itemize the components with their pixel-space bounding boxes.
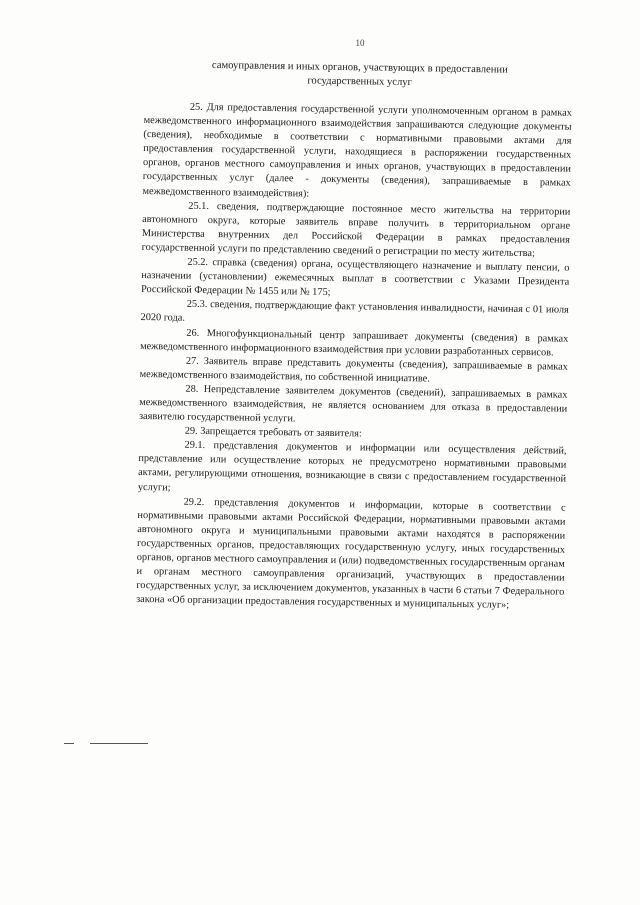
document-body [136,100,572,614]
heading-line-1: самоуправления и иных органов, участвующих в предоставлении [211,59,508,76]
paragraph-29: 29. Запрещается требовать от заявителя: [184,425,362,440]
paragraph-25-1: 25.1. сведения, подтверждающие постоянное место жительства на территории автономного округа, которые заявитель вправе получить в территориальном органе Министерства внутренних дел Российской Федерации в рамках предоставления государственной услуги по представлению сведений о регистрации по месту жительства; [141,200,571,260]
paragraph-25-2: 25.2. справка (сведения) органа, осуществляющего назначение и выплату пенсии, о назначении (установлении) ежемесячных выплат в соответствии с Указами Президента Российской Федерации № 1455 или № 175; [140,256,570,299]
scan-artifact-line [64,743,74,744]
paragraph-27: 27. Заявитель вправе представить документы (сведения), запрашиваемые в рамках межведомственного взаимодействия, по собственной инициативе. [139,355,568,385]
paragraph-26: 26. Многофункциональный центр запрашивает документы (сведения) в рамках межведомственного информационного взаимодействия при условии разработанных сервисов. [140,327,569,359]
paragraph-28: 28. Непредставление заявителем документов (сведений), запрашиваемых в рамках межведомственного взаимодействия, не является основанием для отказа в предоставлении заявителю государственной услуги. [138,383,568,425]
page-number: 10 [355,38,365,48]
paragraph-29-1: 29.1. представления документов и информации или осуществления действий, представление или осуществление которых не предусмотрено нормативными правовыми актами, регулирующими отношения, возникающие в связи с предоставлением государственной услуги; [137,439,567,493]
paragraph-25-3: 25.3. сведения, подтверждающие факт установления инвалидности, начиная с 01 июля 2020 года. [140,299,569,325]
paragraph-25: 25. Для предоставления государственной услуги уполномоченным органом в рамках межведомственного информационного взаимодействия запрашиваются следующие документы (сведения), необходимые в соответствии с нормативными правовыми актами для предоставления государственной услуги, находящиеся в распоряжении государственных органов, органов местного самоуправления и иных органов, участвующих в предоставлении государственных услуг (далее - документы (сведения), запрашиваемые в рамках межведомственного взаимодействия): [142,101,572,200]
paragraph-29-2: 29.2. представления документов и информации, которые в соответствии с нормативными правовыми актами Российской Федерации, нормативными правовыми актами автономного округа и муниципальными правовыми актами находятся в распоряжении государственных органов, предоставляющих государственную услугу, иных государственных органов, органов местного самоуправления и (или) подведомственных государственным органам и органам местного самоуправления организаций, участвующих в предоставлении государственных услуг, за исключением документов, указанных в части 6 статьи 7 Федерального закона «Об организации предоставления государственных и муниципальных услуг»; [136,496,566,612]
heading-line-2: государственных услуг [307,75,412,89]
scan-artifact-line [90,743,148,744]
section-heading [150,58,570,93]
